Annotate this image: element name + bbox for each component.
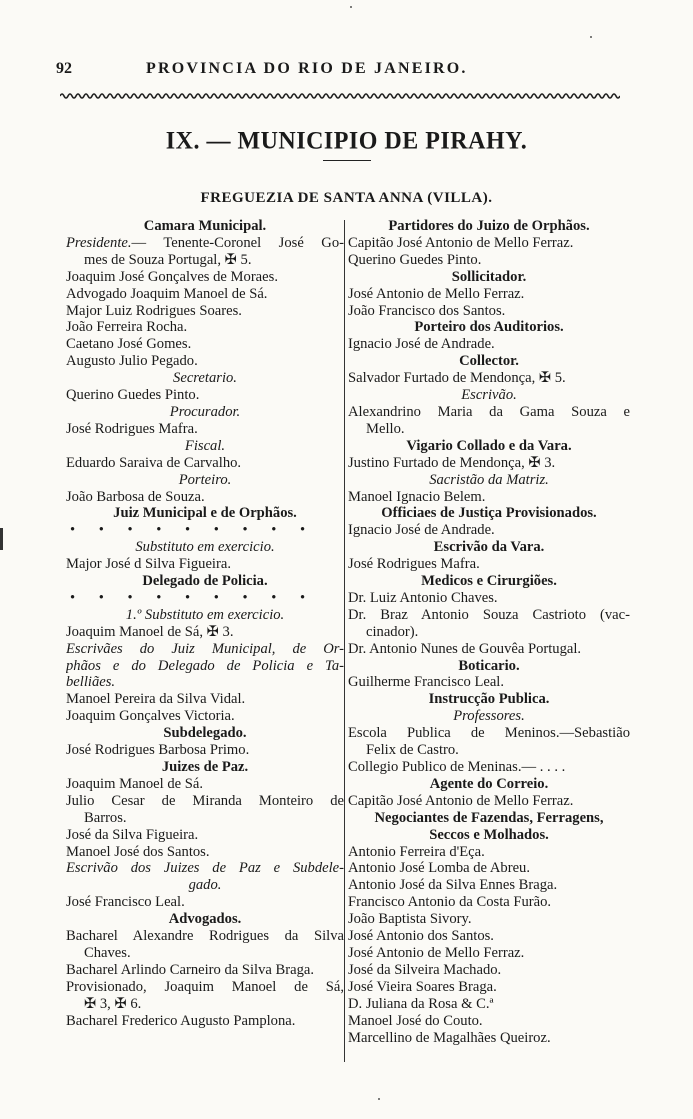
directory-entry: Joaquim Manoel de Sá, ✠ 3. bbox=[66, 623, 234, 640]
directory-entry: Salvador Furtado de Mendonça, ✠ 5. bbox=[348, 370, 566, 387]
section-title: IX. — MUNICIPIO DE PIRAHY. bbox=[165, 127, 528, 155]
entry-label: Presidente. bbox=[66, 234, 132, 251]
directory-entry: Antonio José da Silva Ennes Braga. bbox=[348, 877, 558, 894]
directory-entry: Francisco Antonio da Costa Furão. bbox=[348, 894, 552, 911]
directory-entry: Eduardo Saraiva de Carvalho. bbox=[66, 454, 242, 471]
running-title: PROVINCIA DO RIO DE JANEIRO. bbox=[146, 60, 468, 77]
directory-entry: Dr. Braz Antonio Souza Castrioto (vac- bbox=[348, 606, 630, 623]
section-heading: Porteiro. bbox=[178, 471, 232, 488]
section-heading: Instrucção Publica. bbox=[428, 691, 550, 708]
directory-entry: José Antonio de Mello Ferraz. bbox=[348, 944, 525, 961]
directory-entry: Manoel José dos Santos. bbox=[66, 843, 210, 860]
directory-entry: José Francisco Leal. bbox=[66, 894, 185, 911]
directory-entry: Ignacio José de Andrade. bbox=[348, 336, 495, 353]
section-heading: Escrivão. bbox=[461, 387, 517, 404]
directory-entry: Caetano José Gomes. bbox=[66, 336, 192, 353]
directory-entry: Collegio Publico de Meninas.— . . . . bbox=[348, 759, 566, 775]
directory-entry: phãos e do Delegado de Policia e Ta- bbox=[66, 657, 344, 674]
right-column bbox=[348, 218, 630, 1046]
directory-entry: José Antonio de Mello Ferraz. bbox=[348, 285, 525, 302]
ornamental-rule bbox=[60, 92, 620, 100]
column-divider bbox=[344, 220, 345, 1062]
section-heading: Procurador. bbox=[169, 403, 241, 420]
directory-entry: Joaquim Manoel de Sá. bbox=[66, 775, 203, 792]
directory-entry: Marcellino de Magalhães Queiroz. bbox=[348, 1029, 551, 1046]
section-heading: gado. bbox=[188, 877, 222, 894]
section-heading: Delegado de Policia. bbox=[142, 573, 268, 590]
section-heading: Camara Municipal. bbox=[143, 218, 267, 234]
directory-entry: Ignacio José de Andrade. bbox=[348, 522, 495, 539]
directory-entry: José Vieira Soares Braga. bbox=[348, 978, 497, 995]
directory-entry: Bacharel Alexandre Rodrigues da Silva bbox=[66, 928, 344, 945]
directory-entry: Escrivão dos Juizes de Paz e Subdele- bbox=[66, 860, 344, 877]
section-heading: Collector. bbox=[459, 353, 519, 370]
section-heading: Juiz Municipal e de Orphãos. bbox=[113, 505, 297, 522]
section-heading: Sacristão da Matriz. bbox=[429, 471, 549, 488]
section-heading: Negociantes de Fazendas, Ferragens, bbox=[374, 809, 604, 826]
directory-entry: José Antonio dos Santos. bbox=[348, 928, 494, 945]
directory-entry: belliães. bbox=[66, 674, 116, 691]
left-column bbox=[66, 218, 344, 1030]
directory-entry: Major Luiz Rodrigues Soares. bbox=[66, 302, 242, 319]
section-heading: Boticario. bbox=[458, 657, 520, 674]
margin-mark bbox=[0, 528, 3, 550]
directory-entry: Antonio Ferreira d'Eça. bbox=[348, 843, 485, 860]
directory-entry: • • • • • • • • • bbox=[70, 522, 316, 539]
running-header bbox=[56, 60, 636, 80]
directory-entry: D. Juliana da Rosa & C.ª bbox=[348, 995, 494, 1012]
directory-entry: Joaquim José Gonçalves de Moraes. bbox=[66, 268, 278, 285]
directory-entry: João Baptista Sivory. bbox=[348, 911, 472, 928]
section-heading: Partidores do Juizo de Orphãos. bbox=[388, 218, 590, 234]
directory-entry: Escola Publica de Meninos.—Sebastião bbox=[348, 725, 630, 742]
section-heading: Substituto em exercicio. bbox=[135, 539, 275, 556]
directory-entry: cinador). bbox=[366, 623, 419, 640]
directory-entry: Felix de Castro. bbox=[366, 742, 459, 759]
title-underline bbox=[323, 160, 371, 161]
section-heading: Advogados. bbox=[168, 911, 242, 928]
directory-entry: Alexandrino Maria da Gama Souza e bbox=[348, 403, 630, 420]
directory-entry: Justino Furtado de Mendonça, ✠ 3. bbox=[348, 454, 556, 471]
section-heading: Porteiro dos Auditorios. bbox=[414, 319, 564, 336]
section-heading: Fiscal. bbox=[184, 437, 226, 454]
ink-speck bbox=[378, 1098, 380, 1100]
directory-entry: Querino Guedes Pinto. bbox=[66, 387, 200, 404]
directory-entry: José da Silva Figueira. bbox=[66, 826, 199, 843]
section-heading: 1.º Substituto em exercicio. bbox=[125, 606, 285, 623]
directory-entry: Joaquim Gonçalves Victoria. bbox=[66, 708, 235, 725]
directory-entry: João Ferreira Rocha. bbox=[66, 319, 188, 336]
directory-entry: Dr. Luiz Antonio Chaves. bbox=[348, 589, 498, 606]
section-heading: Medicos e Cirurgiões. bbox=[421, 573, 557, 590]
section-heading: Sollicitador. bbox=[451, 268, 527, 285]
directory-entry: Bacharel Arlindo Carneiro da Silva Braga. bbox=[66, 961, 315, 978]
directory-entry: Presidente.— Tenente-Coronel José Go- bbox=[66, 234, 344, 251]
directory-entry: João Barbosa de Souza. bbox=[66, 488, 205, 505]
directory-entry: Antonio José Lomba de Abreu. bbox=[348, 860, 530, 877]
directory-entry: José da Silveira Machado. bbox=[348, 961, 502, 978]
directory-entry: Capitão José Antonio de Mello Ferraz. bbox=[348, 234, 574, 251]
directory-entry: ✠ 3, ✠ 6. bbox=[84, 995, 142, 1012]
directory-entry: Guilherme Francisco Leal. bbox=[348, 674, 505, 691]
directory-entry: Querino Guedes Pinto. bbox=[348, 251, 482, 268]
section-heading: Juizes de Paz. bbox=[161, 759, 249, 775]
directory-entry: José Rodrigues Barbosa Primo. bbox=[66, 742, 250, 759]
directory-entry: Bacharel Frederico Augusto Pamplona. bbox=[66, 1012, 296, 1029]
ink-speck bbox=[590, 36, 592, 38]
directory-entry: Provisionado, Joaquim Manoel de Sá, bbox=[66, 978, 344, 995]
section-heading: Agente do Correio. bbox=[429, 775, 549, 792]
directory-entry: Manoel José do Couto. bbox=[348, 1012, 483, 1029]
section-heading: Seccos e Molhados. bbox=[429, 826, 549, 843]
section-heading: Secretario. bbox=[173, 370, 237, 387]
section-heading: Officiaes de Justiça Provisionados. bbox=[381, 505, 597, 522]
page-number: 92 bbox=[56, 60, 72, 77]
section-heading: Escrivão da Vara. bbox=[433, 539, 545, 556]
section-heading: Subdelegado. bbox=[163, 725, 247, 742]
directory-entry: • • • • • • • • • bbox=[70, 589, 316, 606]
ink-speck bbox=[350, 6, 352, 8]
parish-heading: FREGUEZIA DE SANTA ANNA (VILLA). bbox=[200, 190, 493, 206]
directory-entry: Augusto Julio Pegado. bbox=[66, 353, 198, 370]
directory-entry: Dr. Antonio Nunes de Gouvêa Portugal. bbox=[348, 640, 582, 657]
directory-entry: Julio Cesar de Miranda Monteiro de bbox=[66, 792, 344, 809]
section-heading: Professores. bbox=[453, 708, 525, 725]
directory-entry: João Francisco dos Santos. bbox=[348, 302, 506, 319]
directory-entry: Escrivães do Juiz Municipal, de Or- bbox=[66, 640, 344, 657]
directory-entry: mes de Souza Portugal, ✠ 5. bbox=[84, 251, 252, 268]
directory-entry: José Rodrigues Mafra. bbox=[348, 556, 480, 573]
directory-entry: Advogado Joaquim Manoel de Sá. bbox=[66, 285, 268, 302]
directory-entry: Barros. bbox=[84, 809, 127, 826]
directory-entry: Manoel Ignacio Belem. bbox=[348, 488, 486, 505]
directory-entry: Manoel Pereira da Silva Vidal. bbox=[66, 691, 246, 708]
directory-entry: Capitão José Antonio de Mello Ferraz. bbox=[348, 792, 574, 809]
directory-entry: Major José d Silva Figueira. bbox=[66, 556, 231, 573]
directory-entry: Mello. bbox=[366, 420, 405, 437]
directory-entry: Chaves. bbox=[84, 944, 131, 961]
section-heading: Vigario Collado e da Vara. bbox=[406, 437, 572, 454]
directory-entry: José Rodrigues Mafra. bbox=[66, 420, 198, 437]
